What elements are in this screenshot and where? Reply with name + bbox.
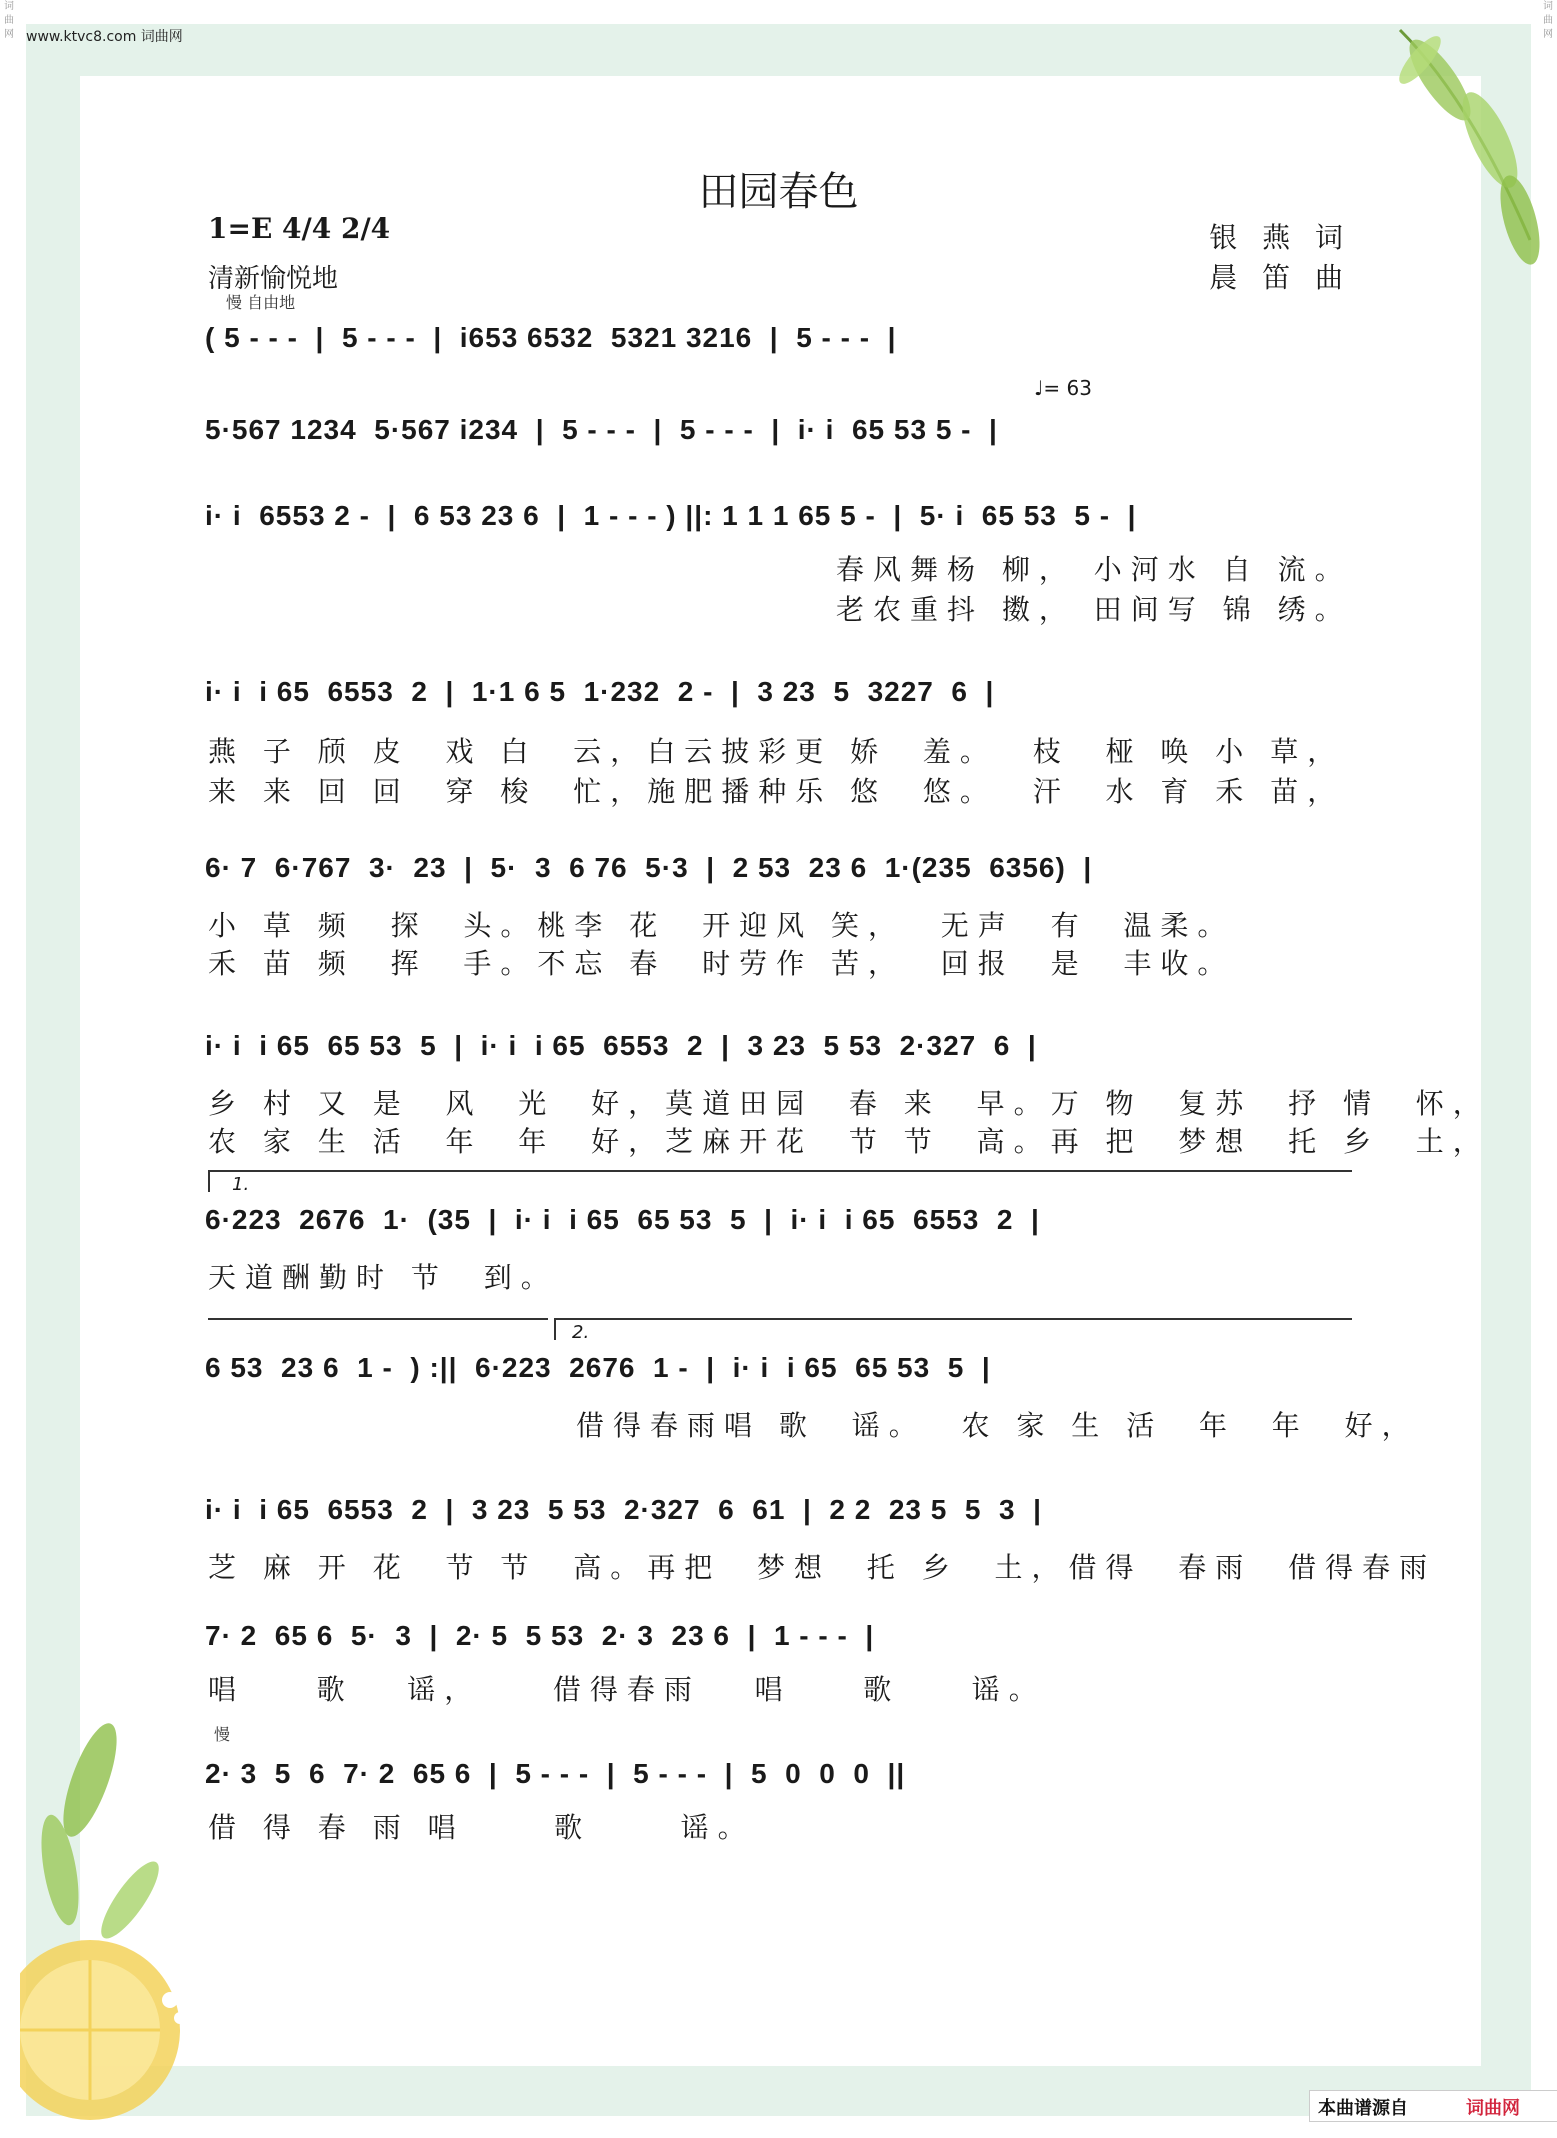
lyric-line: 乡 村 又 是 风 光 好，莫道田园 春 来 早。万 物 复苏 抒 情 怀， xyxy=(208,1087,1490,1120)
intro-expression: 慢 自由地 xyxy=(226,293,296,312)
key-signature: 1=E 4/4 2/4 xyxy=(208,212,391,245)
notation-row-5: 6· 7 6·767 3· 23 | 5· 3 6 76 5·3 | 2 53 23 6 1·(235 6356) | xyxy=(205,852,1093,883)
footer-brand-link[interactable]: 词曲网 xyxy=(1466,2098,1520,2119)
lyric-line: 唱 歌 谣， 借得春雨 唱 歌 谣。 xyxy=(208,1673,1046,1706)
lemon-leaf-decoration-icon xyxy=(20,1700,220,2120)
notation-row-11: 2· 3 5 6 7· 2 65 6 | 5 - - - | 5 - - - | 5 0 0 0 || xyxy=(205,1758,906,1789)
notation-row-3: i· i 6553 2 - | 6 53 23 6 | 1 - - - ) ||: 1 1 1 65 5 - | 5· i 65 53 5 - | xyxy=(205,500,1137,531)
footer-source-text: 本曲谱源自 xyxy=(1318,2098,1408,2119)
lyric-line: 春风舞杨 柳， 小河水 自 流。 xyxy=(836,553,1352,586)
lyric-line: 来 来 回 回 穿 梭 忙，施肥播种乐 悠 悠。 汗 水 育 禾 苗， xyxy=(208,775,1345,808)
metronome-mark: ♩= 63 xyxy=(1034,376,1092,400)
lyric-line: 农 家 生 活 年 年 好，芝麻开花 节 节 高。再 把 梦想 托 乡 土， xyxy=(208,1125,1490,1158)
slow-marking: 慢 xyxy=(214,1725,231,1744)
lyric-line: 借得春雨唱 歌 谣。 农 家 生 活 年 年 好， xyxy=(576,1409,1419,1442)
tempo-marking: 清新愉悦地 xyxy=(208,264,339,294)
leaf-branch-top-right-icon xyxy=(1380,20,1550,290)
lyric-line: 天道酬勤时 节 到。 xyxy=(208,1261,558,1294)
side-watermark-left: 词曲网 xyxy=(4,1,14,40)
volta-2-label: 2. xyxy=(572,1322,590,1343)
volta-1-continuation xyxy=(208,1318,548,1320)
volta-1-tick xyxy=(208,1170,210,1192)
volta-2-bracket xyxy=(554,1318,1352,1320)
notation-row-6: i· i i 65 65 53 5 | i· i i 65 6553 2 | 3 23 5 53 2·327 6 | xyxy=(205,1030,1037,1061)
lyric-line: 芝 麻 开 花 节 节 高。再把 梦想 托 乡 土，借得 春雨 借得春雨 xyxy=(208,1551,1437,1584)
volta-2-tick xyxy=(554,1318,556,1340)
volta-1-bracket xyxy=(208,1170,1352,1172)
lyric-line: 燕 子 颀 皮 戏 白 云，白云披彩更 娇 羞。 枝 桠 唤 小 草， xyxy=(208,735,1345,768)
lyric-line: 小 草 频 探 头。桃李 花 开迎风 笑， 无声 有 温柔。 xyxy=(208,909,1235,942)
notation-row-10: 7· 2 65 6 5· 3 | 2· 5 5 53 2· 3 23 6 | 1 - - - | xyxy=(205,1620,875,1651)
notation-row-1: ( 5 - - - | 5 - - - | i653 6532 5321 3216 | 5 - - - | xyxy=(205,322,897,353)
notation-row-9: i· i i 65 6553 2 | 3 23 5 53 2·327 6 61 | 2 2 23 5 5 3 | xyxy=(205,1494,1042,1525)
lyric-line: 老农重抖 擞， 田间写 锦 绣。 xyxy=(836,593,1352,626)
lyric-line: 禾 苗 频 挥 手。不忘 春 时劳作 苦， 回报 是 丰收。 xyxy=(208,947,1235,980)
notation-row-4: i· i i 65 6553 2 | 1·1 6 5 1·232 2 - | 3 23 5 3227 6 | xyxy=(205,676,995,707)
notation-row-2: 5·567 1234 5·567 i234 | 5 - - - | 5 - - - | i· i 65 53 5 - | xyxy=(205,414,998,445)
lyric-line: 借 得 春 雨 唱 歌 谣。 xyxy=(208,1811,755,1844)
lyricist-credit: 银 燕 词 xyxy=(1209,221,1351,254)
site-watermark: www.ktvc8.com 词曲网 xyxy=(26,29,183,45)
side-watermark-right: 词曲网 xyxy=(1543,1,1553,40)
notation-row-7: 6·223 2676 1· (35 | i· i i 65 65 53 5 | i· i i 65 6553 2 | xyxy=(205,1204,1040,1235)
song-title: 田园春色 xyxy=(698,169,859,215)
volta-1-label: 1. xyxy=(232,1174,250,1195)
notation-row-8: 6 53 23 6 1 - ) :|| 6·223 2676 1 - | i· i i 65 65 53 5 | xyxy=(205,1352,991,1383)
composer-credit: 晨 笛 曲 xyxy=(1209,261,1351,294)
